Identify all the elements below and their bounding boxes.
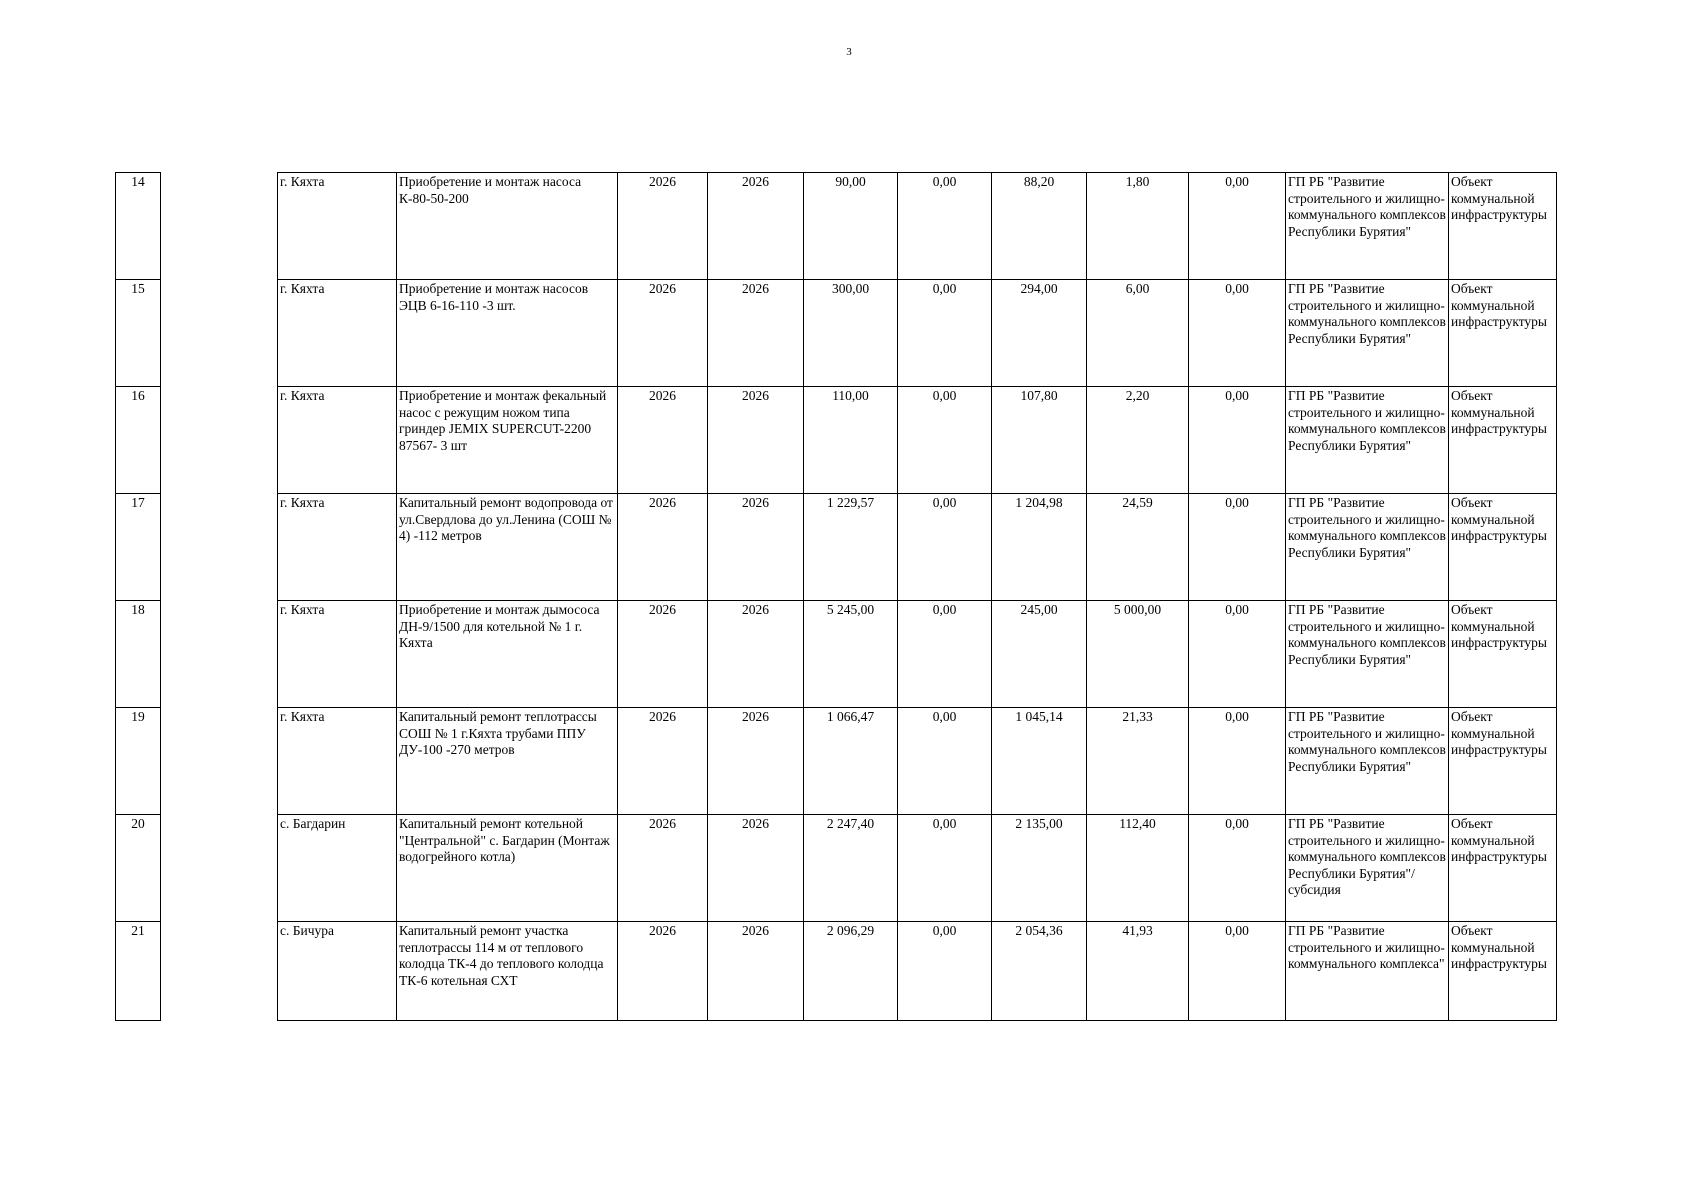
row-organization: ГП РБ "Развитие строительного и жилищно-коммунального комплексов Республики Бурятия" [1286,708,1449,815]
row-total: 2 096,29 [804,922,898,1021]
row-other: 0,00 [1189,280,1286,387]
row-total: 1 066,47 [804,708,898,815]
row-place: с. Бичура [278,922,397,1021]
row-total: 1 229,57 [804,494,898,601]
investment-table [115,172,1557,1021]
row-organization: ГП РБ "Развитие строительного и жилищно-коммунального комплексов Республики Бурятия"/субсидия [1286,815,1449,922]
row-federal: 0,00 [898,494,992,601]
row-republic: 294,00 [992,280,1087,387]
row-federal: 0,00 [898,708,992,815]
empty-cell [161,708,278,815]
row-federal: 0,00 [898,173,992,280]
row-number: 14 [116,173,161,280]
row-place: г. Кяхта [278,494,397,601]
row-year-start: 2026 [618,601,708,708]
empty-cell [161,601,278,708]
row-place: с. Багдарин [278,815,397,922]
row-organization: ГП РБ "Развитие строительного и жилищно-коммунального комплексов Республики Бурятия" [1286,601,1449,708]
row-organization: ГП РБ "Развитие строительного и жилищно-коммунального комплексов Республики Бурятия" [1286,494,1449,601]
row-place: г. Кяхта [278,173,397,280]
row-number: 20 [116,815,161,922]
row-year-end: 2026 [708,280,804,387]
row-number: 21 [116,922,161,1021]
table-row [116,601,1557,708]
row-republic: 2 135,00 [992,815,1087,922]
row-total: 110,00 [804,387,898,494]
empty-cell [161,280,278,387]
row-year-start: 2026 [618,815,708,922]
row-municipal: 112,40 [1087,815,1189,922]
row-place: г. Кяхта [278,387,397,494]
row-republic: 88,20 [992,173,1087,280]
row-year-start: 2026 [618,922,708,1021]
row-other: 0,00 [1189,173,1286,280]
row-place: г. Кяхта [278,280,397,387]
row-number: 18 [116,601,161,708]
row-description: Капитальный ремонт участка теплотрассы 114 м от теплового колодца ТК-4 до теплового колодца ТК-6 котельная СХТ [397,922,618,1021]
row-total: 90,00 [804,173,898,280]
row-description: Приобретение и монтаж насосов ЭЦВ 6-16-110 -3 шт. [397,280,618,387]
row-federal: 0,00 [898,922,992,1021]
page-number: 3 [846,46,852,58]
row-object-type: Объект коммунальной инфраструктуры [1449,601,1557,708]
row-description: Капитальный ремонт теплотрассы СОШ № 1 г.Кяхта трубами ППУ ДУ-100 -270 метров [397,708,618,815]
row-other: 0,00 [1189,708,1286,815]
row-republic: 245,00 [992,601,1087,708]
row-republic: 107,80 [992,387,1087,494]
row-year-end: 2026 [708,708,804,815]
row-organization: ГП РБ "Развитие строительного и жилищно-коммунального комплекса" [1286,922,1449,1021]
row-year-end: 2026 [708,815,804,922]
row-year-start: 2026 [618,494,708,601]
row-federal: 0,00 [898,815,992,922]
row-other: 0,00 [1189,815,1286,922]
row-municipal: 5 000,00 [1087,601,1189,708]
row-other: 0,00 [1189,601,1286,708]
row-object-type: Объект коммунальной инфраструктуры [1449,387,1557,494]
row-republic: 1 204,98 [992,494,1087,601]
row-year-end: 2026 [708,922,804,1021]
row-description: Приобретение и монтаж насоса К-80-50-200 [397,173,618,280]
row-municipal: 1,80 [1087,173,1189,280]
row-year-start: 2026 [618,708,708,815]
row-number: 17 [116,494,161,601]
row-municipal: 21,33 [1087,708,1189,815]
row-year-start: 2026 [618,387,708,494]
row-year-start: 2026 [618,173,708,280]
table-row [116,922,1557,1021]
row-year-end: 2026 [708,387,804,494]
row-municipal: 2,20 [1087,387,1189,494]
row-other: 0,00 [1189,494,1286,601]
table-row [116,280,1557,387]
row-description: Приобретение и монтаж дымососа ДН-9/1500 для котельной № 1 г. Кяхта [397,601,618,708]
row-federal: 0,00 [898,280,992,387]
row-year-end: 2026 [708,173,804,280]
row-number: 19 [116,708,161,815]
table-row [116,494,1557,601]
row-object-type: Объект коммунальной инфраструктуры [1449,173,1557,280]
row-republic: 2 054,36 [992,922,1087,1021]
row-other: 0,00 [1189,387,1286,494]
row-total: 5 245,00 [804,601,898,708]
row-number: 16 [116,387,161,494]
table-row [116,173,1557,280]
row-description: Капитальный ремонт котельной "Центральной" с. Багдарин (Монтаж водогрейного котла) [397,815,618,922]
empty-cell [161,173,278,280]
table-row [116,387,1557,494]
row-municipal: 41,93 [1087,922,1189,1021]
row-place: г. Кяхта [278,601,397,708]
row-description: Капитальный ремонт водопровода от ул.Свердлова до ул.Ленина (СОШ № 4) -112 метров [397,494,618,601]
row-total: 2 247,40 [804,815,898,922]
row-organization: ГП РБ "Развитие строительного и жилищно-коммунального комплексов Республики Бурятия" [1286,280,1449,387]
row-description: Приобретение и монтаж фекальный насос с режущим ножом типа гриндер JEMIX SUPERCUT-2200 87567- 3 шт [397,387,618,494]
row-federal: 0,00 [898,601,992,708]
row-organization: ГП РБ "Развитие строительного и жилищно-коммунального комплексов Республики Бурятия" [1286,173,1449,280]
row-object-type: Объект коммунальной инфраструктуры [1449,494,1557,601]
row-municipal: 24,59 [1087,494,1189,601]
row-year-end: 2026 [708,601,804,708]
row-federal: 0,00 [898,387,992,494]
empty-cell [161,387,278,494]
row-total: 300,00 [804,280,898,387]
row-object-type: Объект коммунальной инфраструктуры [1449,815,1557,922]
row-year-start: 2026 [618,280,708,387]
empty-cell [161,815,278,922]
row-place: г. Кяхта [278,708,397,815]
empty-cell [161,922,278,1021]
empty-cell [161,494,278,601]
row-year-end: 2026 [708,494,804,601]
row-organization: ГП РБ "Развитие строительного и жилищно-коммунального комплексов Республики Бурятия" [1286,387,1449,494]
table-row [116,708,1557,815]
row-object-type: Объект коммунальной инфраструктуры [1449,922,1557,1021]
row-republic: 1 045,14 [992,708,1087,815]
row-object-type: Объект коммунальной инфраструктуры [1449,280,1557,387]
row-other: 0,00 [1189,922,1286,1021]
row-number: 15 [116,280,161,387]
row-object-type: Объект коммунальной инфраструктуры [1449,708,1557,815]
table-row [116,815,1557,922]
row-municipal: 6,00 [1087,280,1189,387]
